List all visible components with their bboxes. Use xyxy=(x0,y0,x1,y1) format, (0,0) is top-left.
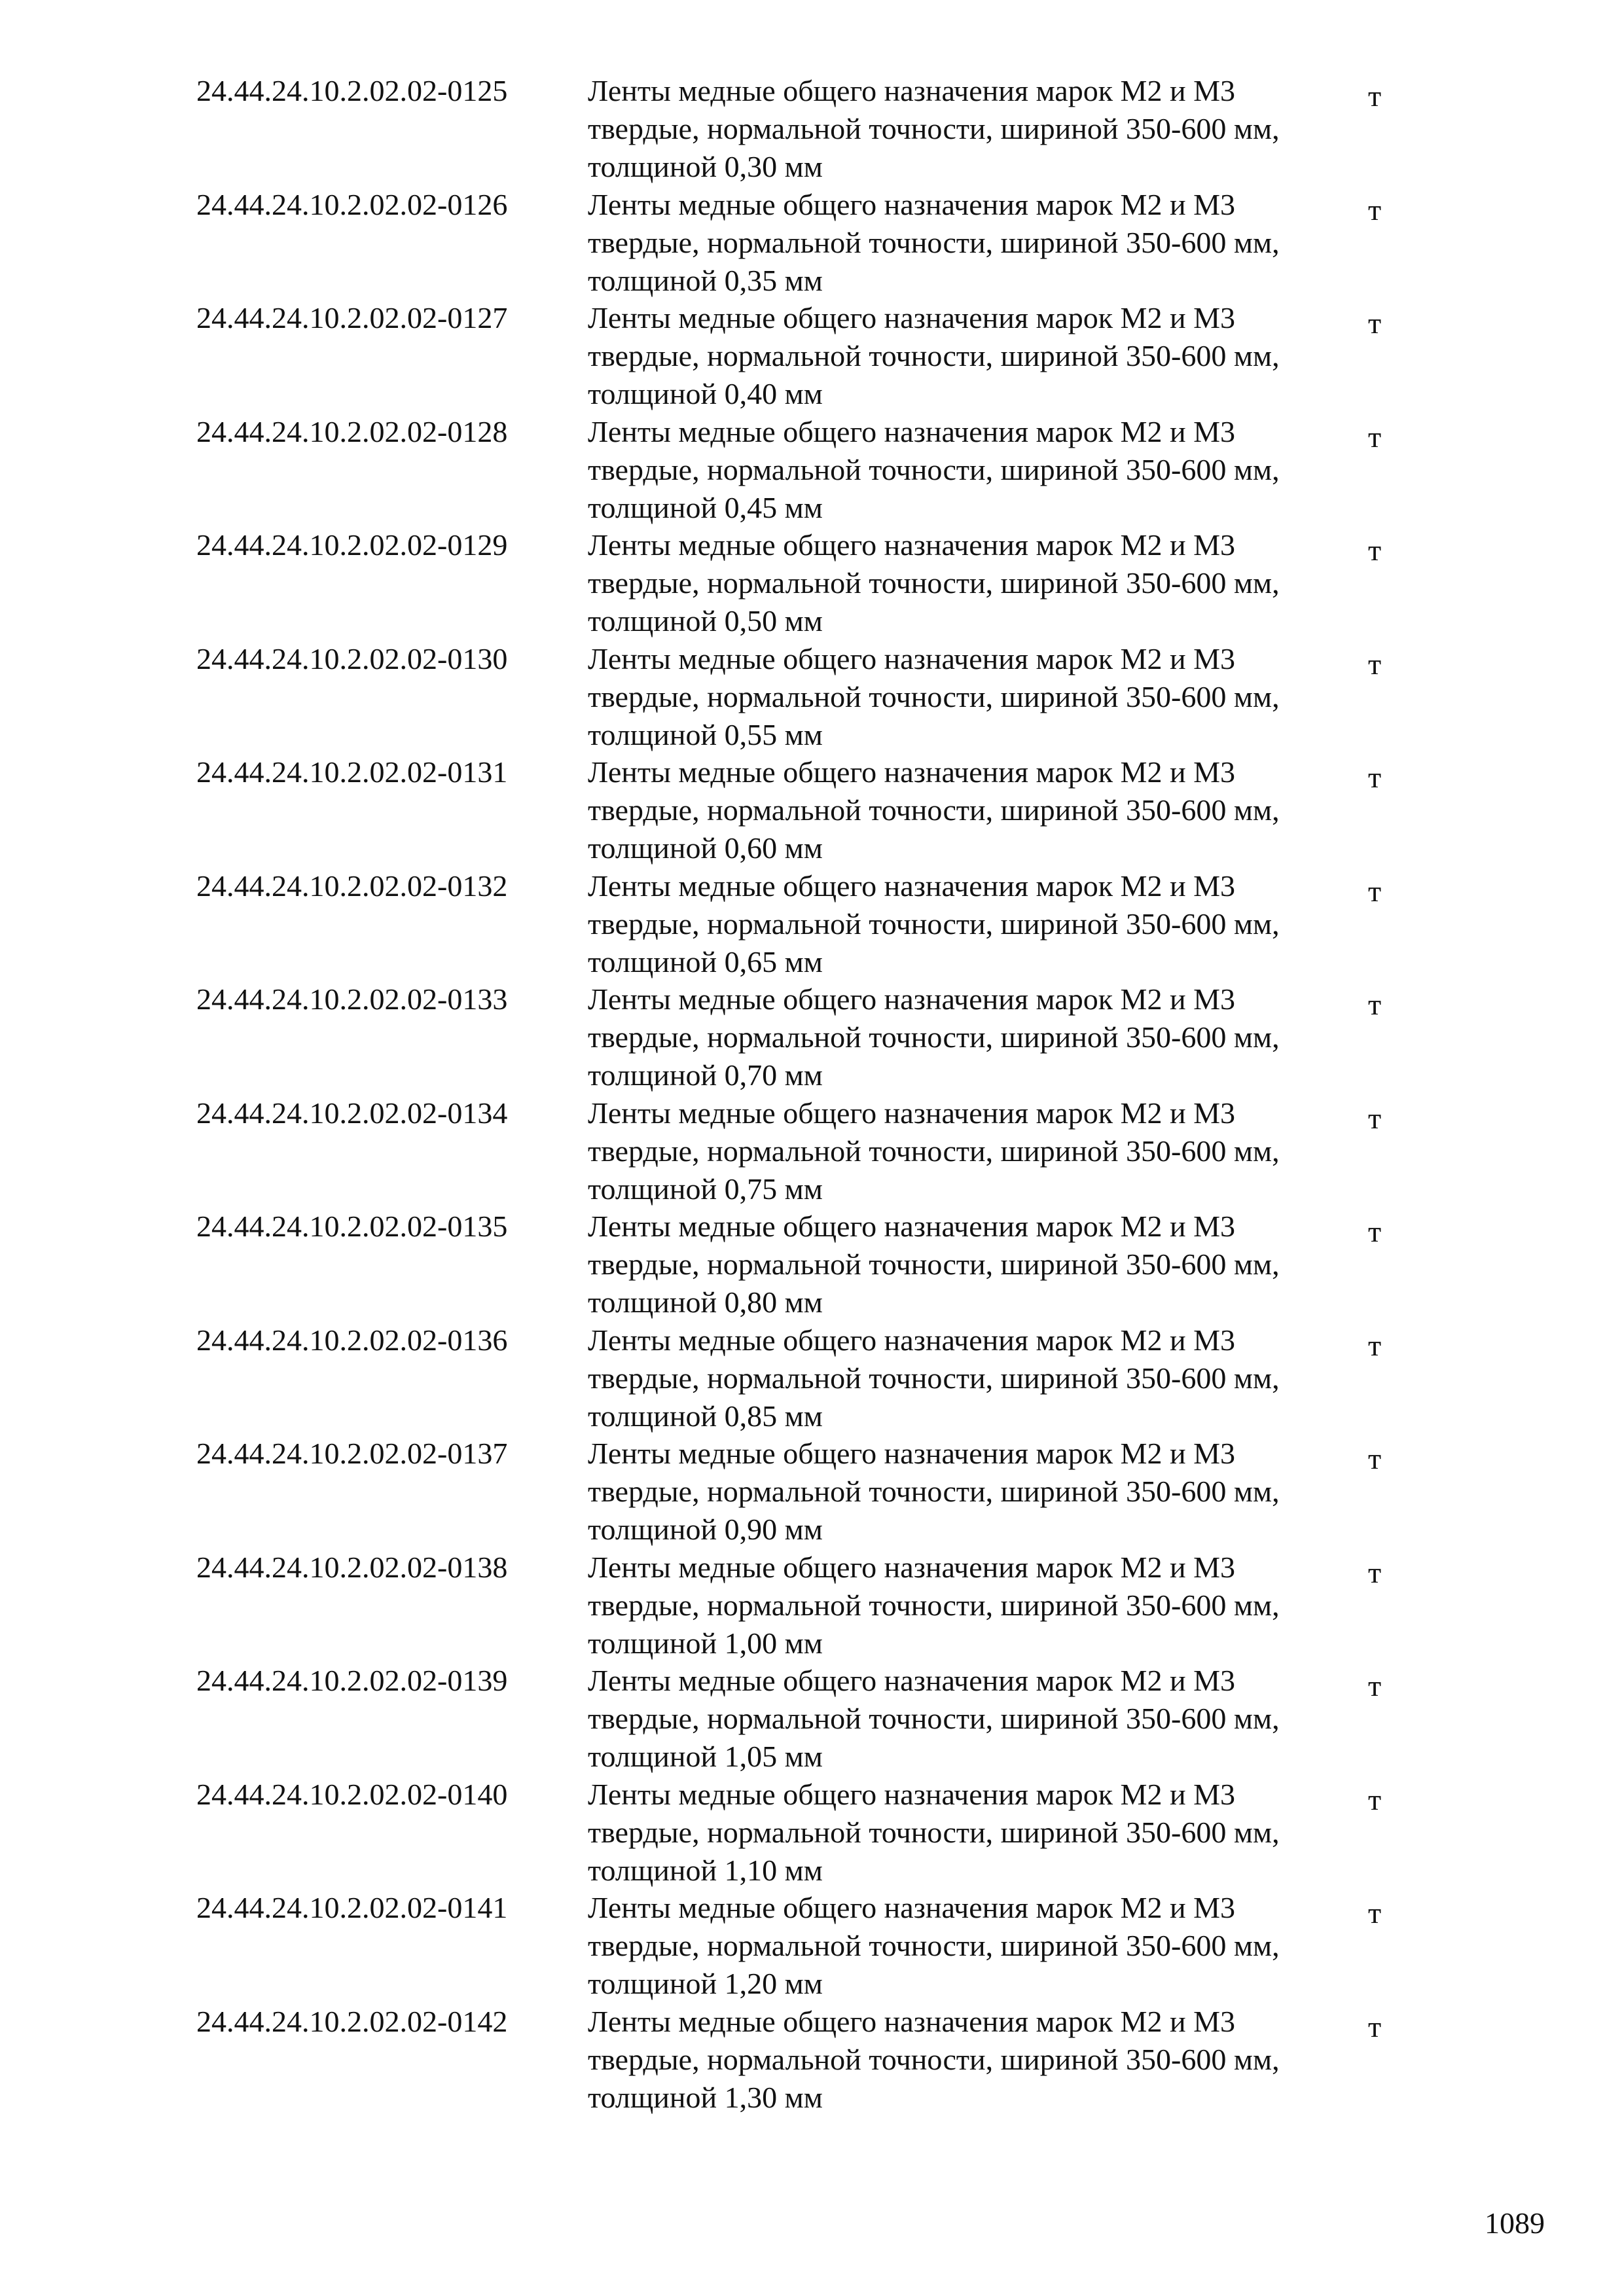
item-unit: т xyxy=(1368,761,1382,794)
description-line: Ленты медные общего назначения марок М2 и М3 xyxy=(588,1891,1235,1924)
table-row xyxy=(196,2003,1440,2117)
item-code: 24.44.24.10.2.02.02-0129 xyxy=(196,528,508,562)
description-line: Ленты медные общего назначения марок М2 и М3 xyxy=(588,2004,1235,2038)
description-line: Ленты медные общего назначения марок М2 и М3 xyxy=(588,528,1235,562)
item-unit: т xyxy=(1368,1101,1382,1135)
table-row xyxy=(196,867,1440,981)
item-code: 24.44.24.10.2.02.02-0139 xyxy=(196,1664,508,1697)
description-line: твердые, нормальной точности, шириной 350-600 мм, xyxy=(588,1361,1280,1395)
item-unit: т xyxy=(1368,306,1382,340)
description-line: Ленты медные общего назначения марок М2 и М3 xyxy=(588,1437,1235,1470)
item-code: 24.44.24.10.2.02.02-0126 xyxy=(196,187,508,221)
item-unit: т xyxy=(1368,1782,1382,1816)
description-line: Ленты медные общего назначения марок М2 и М3 xyxy=(588,869,1235,903)
description-line: твердые, нормальной точности, шириной 350-600 мм, xyxy=(588,112,1280,145)
description-line: твердые, нормальной точности, шириной 350-600 мм, xyxy=(588,1020,1280,1054)
table-row xyxy=(196,1776,1440,1890)
item-unit: т xyxy=(1368,988,1382,1021)
page-number: 1089 xyxy=(1485,2206,1545,2240)
item-description xyxy=(588,1549,1373,1662)
item-description xyxy=(588,1889,1373,2003)
description-line: толщиной 1,05 мм xyxy=(588,1740,823,1773)
table-row xyxy=(196,640,1440,754)
description-line: толщиной 0,50 мм xyxy=(588,604,823,637)
description-line: Ленты медные общего назначения марок М2 и М3 xyxy=(588,641,1235,675)
item-code: 24.44.24.10.2.02.02-0140 xyxy=(196,1777,508,1811)
description-line: толщиной 1,10 мм xyxy=(588,1853,823,1887)
table-row xyxy=(196,1435,1440,1549)
table-row xyxy=(196,299,1440,413)
item-code: 24.44.24.10.2.02.02-0131 xyxy=(196,755,508,789)
item-description xyxy=(588,980,1373,1094)
item-unit: т xyxy=(1368,1555,1382,1589)
item-code: 24.44.24.10.2.02.02-0128 xyxy=(196,414,508,448)
description-line: толщиной 0,75 мм xyxy=(588,1172,823,1206)
item-description xyxy=(588,526,1373,640)
item-description xyxy=(588,2003,1373,2117)
item-unit: т xyxy=(1368,647,1382,681)
item-description xyxy=(588,72,1373,186)
description-line: Ленты медные общего назначения марок М2 и М3 xyxy=(588,187,1235,221)
item-unit: т xyxy=(1368,1328,1382,1362)
description-line: Ленты медные общего назначения марок М2 и М3 xyxy=(588,1777,1235,1811)
description-line: твердые, нормальной точности, шириной 350-600 мм, xyxy=(588,793,1280,827)
item-code: 24.44.24.10.2.02.02-0137 xyxy=(196,1437,508,1470)
description-line: твердые, нормальной точности, шириной 350-600 мм, xyxy=(588,1588,1280,1622)
description-line: толщиной 0,55 мм xyxy=(588,717,823,751)
table-row xyxy=(196,1321,1440,1435)
description-line: твердые, нормальной точности, шириной 350-600 мм, xyxy=(588,1702,1280,1735)
item-unit: т xyxy=(1368,533,1382,567)
description-line: твердые, нормальной точности, шириной 350-600 мм, xyxy=(588,452,1280,486)
item-code: 24.44.24.10.2.02.02-0138 xyxy=(196,1550,508,1584)
item-code: 24.44.24.10.2.02.02-0133 xyxy=(196,982,508,1016)
table-row xyxy=(196,413,1440,527)
item-description xyxy=(588,1321,1373,1435)
description-line: Ленты медные общего назначения марок М2 и М3 xyxy=(588,74,1235,107)
table-row xyxy=(196,1662,1440,1776)
description-line: твердые, нормальной точности, шириной 350-600 мм, xyxy=(588,906,1280,941)
item-unit: т xyxy=(1368,1896,1382,1929)
item-code: 24.44.24.10.2.02.02-0141 xyxy=(196,1891,508,1924)
description-line: толщиной 0,60 мм xyxy=(588,831,823,865)
description-line: твердые, нормальной точности, шириной 350-600 мм, xyxy=(588,1929,1280,1962)
item-code: 24.44.24.10.2.02.02-0135 xyxy=(196,1210,508,1243)
description-line: Ленты медные общего назначения марок М2 и М3 xyxy=(588,1550,1235,1584)
item-description xyxy=(588,1662,1373,1776)
item-code: 24.44.24.10.2.02.02-0136 xyxy=(196,1323,508,1357)
table-row xyxy=(196,1889,1440,2003)
description-line: Ленты медные общего назначения марок М2 и М3 xyxy=(588,414,1235,448)
item-code: 24.44.24.10.2.02.02-0127 xyxy=(196,301,508,334)
item-code: 24.44.24.10.2.02.02-0134 xyxy=(196,1096,508,1130)
description-line: твердые, нормальной точности, шириной 350-600 мм, xyxy=(588,1134,1280,1168)
description-line: Ленты медные общего назначения марок М2 и М3 xyxy=(588,1096,1235,1130)
item-unit: т xyxy=(1368,1669,1382,1702)
description-line: Ленты медные общего назначения марок М2 и М3 xyxy=(588,301,1235,334)
item-description xyxy=(588,299,1373,413)
description-line: Ленты медные общего назначения марок М2 и М3 xyxy=(588,755,1235,789)
item-description xyxy=(588,413,1373,527)
item-unit: т xyxy=(1368,79,1382,113)
item-code: 24.44.24.10.2.02.02-0132 xyxy=(196,869,508,903)
item-description xyxy=(588,1435,1373,1549)
item-description xyxy=(588,186,1373,300)
description-line: Ленты медные общего назначения марок М2 и М3 xyxy=(588,982,1235,1016)
description-line: толщиной 0,35 мм xyxy=(588,263,823,297)
item-unit: т xyxy=(1368,874,1382,908)
description-line: толщиной 1,30 мм xyxy=(588,2080,823,2114)
item-unit: т xyxy=(1368,192,1382,226)
description-line: твердые, нормальной точности, шириной 350-600 мм, xyxy=(588,2042,1280,2076)
item-code: 24.44.24.10.2.02.02-0125 xyxy=(196,74,508,107)
description-line: толщиной 0,45 мм xyxy=(588,490,823,524)
description-line: толщиной 1,20 мм xyxy=(588,1967,823,2000)
description-line: твердые, нормальной точности, шириной 350-600 мм, xyxy=(588,1247,1280,1281)
item-unit: т xyxy=(1368,2009,1382,2043)
table-row xyxy=(196,1208,1440,1321)
description-line: толщиной 0,85 мм xyxy=(588,1399,823,1433)
table-row xyxy=(196,526,1440,640)
item-unit: т xyxy=(1368,1442,1382,1475)
item-description xyxy=(588,640,1373,754)
item-description xyxy=(588,1208,1373,1321)
description-line: толщиной 0,30 мм xyxy=(588,150,823,183)
description-line: толщиной 0,80 мм xyxy=(588,1285,823,1319)
table-row xyxy=(196,1549,1440,1662)
item-code: 24.44.24.10.2.02.02-0130 xyxy=(196,641,508,675)
description-line: Ленты медные общего назначения марок М2 и М3 xyxy=(588,1210,1235,1243)
description-line: Ленты медные общего назначения марок М2 и М3 xyxy=(588,1323,1235,1357)
description-line: толщиной 0,65 мм xyxy=(588,944,823,978)
table-row xyxy=(196,753,1440,867)
item-code: 24.44.24.10.2.02.02-0142 xyxy=(196,2004,508,2038)
description-line: толщиной 0,40 мм xyxy=(588,377,823,410)
price-list-table xyxy=(196,72,1440,2116)
item-description xyxy=(588,867,1373,981)
description-line: Ленты медные общего назначения марок М2 и М3 xyxy=(588,1664,1235,1697)
description-line: толщиной 0,90 мм xyxy=(588,1513,823,1546)
table-row xyxy=(196,1094,1440,1208)
description-line: твердые, нормальной точности, шириной 350-600 мм, xyxy=(588,1815,1280,1849)
description-line: толщиной 1,00 мм xyxy=(588,1626,823,1660)
item-description xyxy=(588,753,1373,867)
item-description xyxy=(588,1094,1373,1208)
item-description xyxy=(588,1776,1373,1890)
description-line: толщиной 0,70 мм xyxy=(588,1058,823,1092)
table-row xyxy=(196,980,1440,1094)
description-line: твердые, нормальной точности, шириной 350-600 мм, xyxy=(588,339,1280,372)
item-unit: т xyxy=(1368,1215,1382,1248)
description-line: твердые, нормальной точности, шириной 350-600 мм, xyxy=(588,679,1280,713)
description-line: твердые, нормальной точности, шириной 350-600 мм, xyxy=(588,1475,1280,1508)
description-line: твердые, нормальной точности, шириной 350-600 мм, xyxy=(588,566,1280,600)
table-row xyxy=(196,72,1440,186)
item-unit: т xyxy=(1368,420,1382,454)
description-line: твердые, нормальной точности, шириной 350-600 мм, xyxy=(588,225,1280,259)
table-row xyxy=(196,186,1440,300)
